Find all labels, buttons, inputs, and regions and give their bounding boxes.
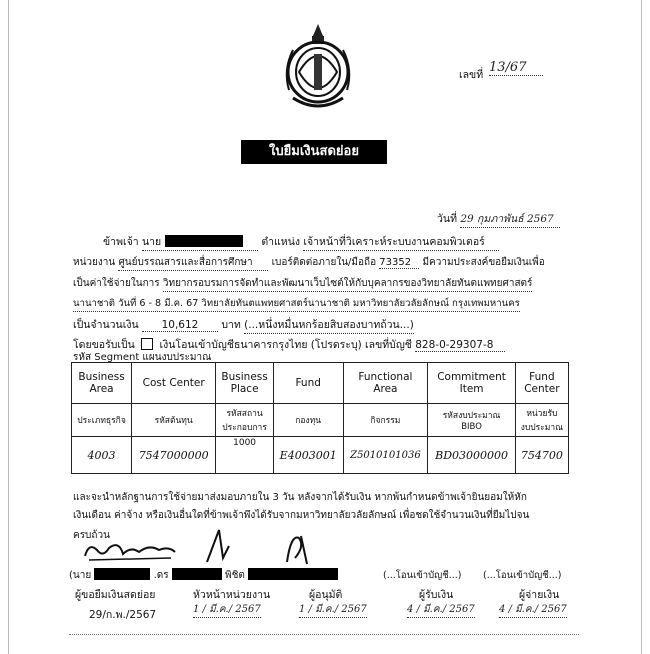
value-cell: 1000 xyxy=(216,437,274,474)
header-cell: Fund xyxy=(273,363,343,404)
footer-text-1: และจะนำหลักฐานการใช้จ่ายมาส่งมอบภายใน 3 วัน หลังจากได้รับเงิน หากพ้นกำหนดข้าพเจ้ายินยอมให้หัก xyxy=(73,492,527,503)
signer-date-requester: 29/ก.พ./2567 xyxy=(89,609,157,621)
redacted-name xyxy=(165,235,243,247)
requester-signature xyxy=(79,536,179,566)
value-cell: 7547000000 xyxy=(132,437,216,474)
payment-method-line: โดยขอรับเป็น เงินโอนเข้าบัญชีธนาคารกรุงไทย (โปรดระบุ) เลขที่บัญชี 828-0-29307-8 xyxy=(73,336,505,353)
signer-date-head: 1 / มี.ค./ 2567 xyxy=(193,602,261,618)
signer-date-payer: 4 / มี.ค./ 2567 xyxy=(499,602,567,618)
subheader-cell: ประเภทธุรกิจ xyxy=(72,404,132,437)
budget-segment-table xyxy=(71,362,569,474)
doc-number-value: 13/67 xyxy=(489,60,543,76)
table-subheader-row xyxy=(72,404,569,437)
header-cell: Fund Center xyxy=(515,363,568,404)
header-cell: Business Area xyxy=(72,363,132,404)
university-seal xyxy=(279,20,357,112)
footer-text-2: เงินเดือน ค่าจ้าง หรือเงินอื่นใดที่ข้าพเจ้าพึงได้รับจากมหาวิทยาลัยวลัยลักษณ์ เพื่อชดใช้จำนวนเงินที่ยืมไปจน xyxy=(73,510,530,521)
expense-line: เป็นค่าใช้จ่ายในการ วิทยากรอบรมการจัดทำและพัฒนาเว็บไซต์ให้กับบุคลากรของวิทยาลัยทันตแพทยศาสตร์ xyxy=(73,276,532,292)
signer-label-head: หัวหน้าหน่วยงาน xyxy=(193,589,271,601)
phone-value: 73352 xyxy=(379,257,419,269)
transfer-note-1: (...โอนเข้าบัญชี...) xyxy=(383,570,462,581)
doc-number-label: เลขที่ xyxy=(459,69,484,81)
requester-line: ข้าพเจ้า นาย ตำแหน่ง เจ้าหน้าที่วิเคราะห์ระบบงานคอมพิวเตอร์ xyxy=(103,233,499,251)
subheader-cell: รหัสต้นทุน xyxy=(132,404,216,437)
signer-label-approver: ผู้อนุมัติ xyxy=(309,589,343,601)
table-header-row xyxy=(72,363,569,404)
footer-text-3: ครบถ้วน xyxy=(73,530,110,541)
checkbox-icon[interactable] xyxy=(141,338,153,350)
expense-value: วิทยากรอบรมการจัดทำและพัฒนาเว็บไซต์ให้กับบุคลากรของวิทยาลัยทันตแพทยศาสตร์ xyxy=(163,276,533,292)
position-value: เจ้าหน้าที่วิเคราะห์ระบบงานคอมพิวเตอร์ xyxy=(303,233,499,251)
signer-label-payer: ผู้จ่ายเงิน xyxy=(519,589,560,601)
subheader-cell: หน่วยรับ งบประมาณ xyxy=(515,404,568,437)
document-page xyxy=(8,0,642,654)
value-cell: 754700 xyxy=(515,437,568,474)
header-cell: Functional Area xyxy=(343,363,428,404)
head-signature xyxy=(199,526,239,566)
amount-text: (...หนึ่งหมื่นหกร้อยสิบสองบาทถ้วน...) xyxy=(244,316,414,334)
value-cell: 4003 xyxy=(72,437,132,474)
amount-value: 10,612 xyxy=(142,319,218,332)
signer-label-requester: ผู้ขอยืมเงินสดย่อย xyxy=(75,589,156,601)
value-cell: Z5010101036 xyxy=(343,437,428,474)
header-cell: Business Place xyxy=(216,363,274,404)
name-line: (นาย .ดร พิชิต xyxy=(69,568,338,583)
amount-line: เป็นจำนวนเงิน 10,612 บาท (...หนึ่งหมื่นหกร้อยสิบสองบาทถ้วน...) xyxy=(73,316,414,334)
bottom-divider xyxy=(69,634,579,635)
form-title: ใบยืมเงินสดย่อย xyxy=(241,140,387,164)
subheader-cell: รหัสสถาน ประกอบการ xyxy=(216,404,274,437)
signer-date-receiver: 4 / มี.ค./ 2567 xyxy=(407,602,475,618)
subheader-cell: รหัสงบประมาณ BIBO xyxy=(428,404,515,437)
segment-title: รหัส Segment แผนงบประมาณ xyxy=(73,352,212,363)
date-line: วันที่ 29 กุมภาพันธ์ 2567 xyxy=(437,210,560,228)
account-number: 828-0-29307-8 xyxy=(415,339,505,352)
signer-date-approver: 1 / มี.ค./ 2567 xyxy=(299,602,367,618)
value-cell: E4003001 xyxy=(273,437,343,474)
signer-label-receiver: ผู้รับเงิน xyxy=(419,589,454,601)
subheader-cell: กิจกรรม xyxy=(343,404,428,437)
table-value-row xyxy=(72,437,569,474)
date-value: 29 กุมภาพันธ์ 2567 xyxy=(460,210,560,228)
subheader-cell: กองทุน xyxy=(273,404,343,437)
expense-line-cont: นานาชาติ วันที่ 6 - 8 มี.ค. 67 วิทยาลัยทันตแพทยศาสตร์นานาชาติ มหาวิทยาลัยวลัยลักษณ์ กรุงเทพมหานคร xyxy=(73,296,520,312)
value-cell: BD03000000 xyxy=(428,437,515,474)
header-cell: Cost Center xyxy=(132,363,216,404)
header-cell: Commitment Item xyxy=(428,363,515,404)
approver-signature xyxy=(277,528,317,568)
transfer-note-2: (...โอนเข้าบัญชี...) xyxy=(483,570,562,581)
unit-line: หน่วยงาน ศูนย์บรรณสารและสื่อการศึกษา เบอร์ติดต่อภายใน/มือถือ 73352 มีความประสงค์ขอยืมเงินเพื่อ xyxy=(73,255,545,271)
unit-value: ศูนย์บรรณสารและสื่อการศึกษา xyxy=(118,255,268,271)
